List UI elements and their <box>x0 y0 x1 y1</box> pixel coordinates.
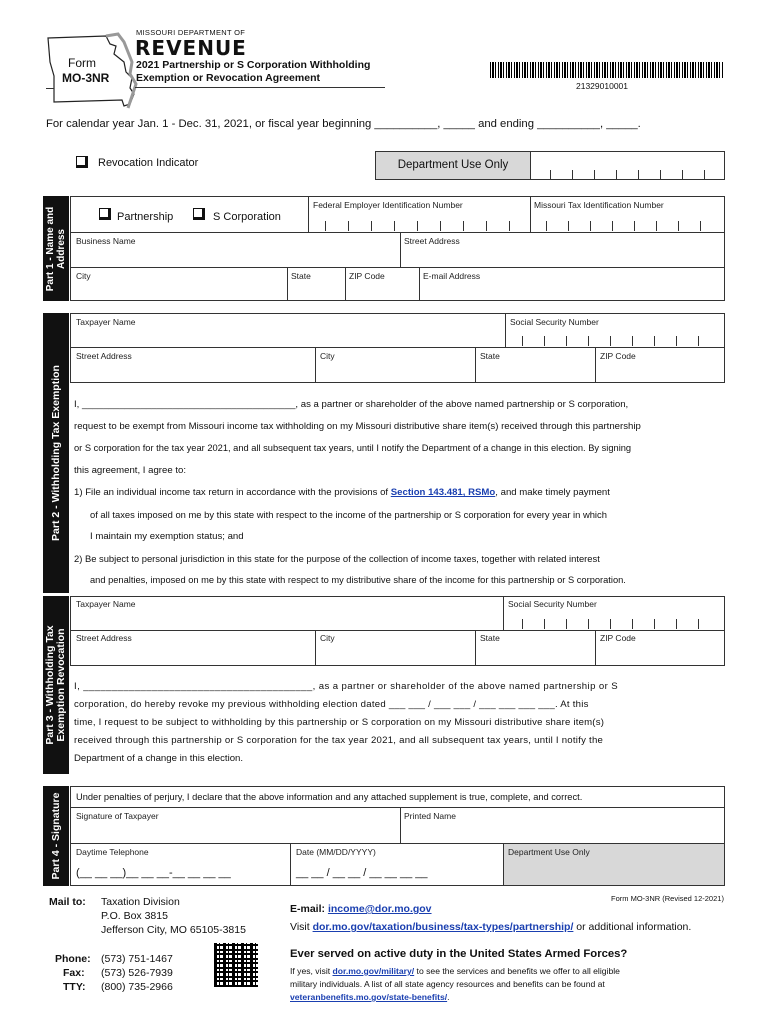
p2-ssn-label: Social Security Number <box>510 317 599 327</box>
p1-email-label: E-mail Address <box>423 271 481 281</box>
military-heading: Ever served on active duty in the United States Armed Forces? <box>290 948 628 960</box>
mail-address-1: Taxation Division <box>101 896 180 908</box>
p3-line1: I, ________________________________________, as a partner or shareholder of the above named partnership or S <box>74 681 619 692</box>
tty-label: TTY: <box>63 981 86 993</box>
p2-item2-line2: and penalties, imposed on me by this state with respect to my distributive share of the income for this partnership or S corporation. <box>90 575 626 585</box>
p2-ssn-ticks <box>522 336 699 346</box>
mail-address-2: P.O. Box 3815 <box>101 910 168 922</box>
partnership-checkbox[interactable] <box>99 208 111 220</box>
p3-line5: Department of a change in this election. <box>74 753 244 764</box>
signature-label: Signature of Taxpayer <box>76 811 159 821</box>
p3-ssn-label: Social Security Number <box>508 599 597 609</box>
form-number: MO-3NR <box>62 71 110 85</box>
fax-label: Fax: <box>63 967 85 979</box>
daytime-phone-label: Daytime Telephone <box>76 847 149 857</box>
p2-city-label: City <box>320 351 335 361</box>
dept-use-only-header <box>375 151 531 180</box>
p2-item1-line3: I maintain my exemption status; and <box>90 531 244 542</box>
visit-line: Visit dor.mo.gov/taxation/business/tax-types/partnership/ or additional information. <box>290 921 692 933</box>
revocation-indicator-label: Revocation Indicator <box>98 157 199 169</box>
phone-label: Phone: <box>55 953 91 965</box>
p3-ssn-ticks <box>522 619 699 629</box>
phone-value: (573) 751-1467 <box>101 953 173 965</box>
barcode <box>490 62 724 78</box>
p1-street-label: Street Address <box>404 236 460 246</box>
perjury-statement: Under penalties of perjury, I declare that the above information and any attached supplement is true, complete, and correct. <box>76 792 583 802</box>
mail-to-label: Mail to: <box>49 896 86 908</box>
p3-taxpayer-name-label: Taxpayer Name <box>76 599 136 609</box>
fein-ticks <box>325 221 510 231</box>
p3-state-label: State <box>480 633 500 643</box>
form-revision: Form MO-3NR (Revised 12-2021) <box>611 894 724 903</box>
barcode-number: 21329010001 <box>576 81 629 91</box>
p4-dept-use-only: Department Use Only <box>504 844 724 885</box>
part2-box <box>70 313 725 383</box>
part4-sidebar: Part 4 - Signature <box>43 786 69 886</box>
part2-sidebar: Part 2 - Withholding Tax Exemption <box>43 313 69 593</box>
part3-sidebar: Part 3 - Withholding Tax Exemption Revocation <box>43 596 69 774</box>
printed-name-label: Printed Name <box>404 811 456 821</box>
revocation-checkbox[interactable] <box>76 156 88 168</box>
p2-line1: I, ________________________________________, as a partner or shareholder of the above named partnership or S corporation, <box>74 399 629 410</box>
p1-city-label: City <box>76 271 91 281</box>
p2-line4: this agreement, I agree to: <box>74 465 186 476</box>
p2-line3: or S corporation for the tax year 2021, and all subsequent tax years, until I notify the Department of a change in this election. By signing <box>74 443 632 453</box>
calendar-year-line: For calendar year Jan. 1 - Dec. 31, 2021, or fiscal year beginning __________, _____ and ending __________, _____. <box>46 118 641 130</box>
military-line2: military individuals. A list of all state agency resources and benefits can be found at <box>290 979 605 989</box>
date-mask: __ __ / __ __ / __ __ __ __ <box>296 867 428 879</box>
p3-line2: corporation, do hereby revoke my previous withholding election dated ___ ___ / ___ ___ / ___ ___ ___ ___. At this <box>74 699 589 710</box>
agency-logo: REVENUE <box>135 36 247 60</box>
dept-use-only-ticks <box>550 170 705 180</box>
agency-small: MISSOURI DEPARTMENT OF <box>136 28 246 37</box>
veteran-benefits-link[interactable]: veteranbenefits.mo.gov/state-benefits/ <box>290 992 448 1002</box>
form-title-line1: 2021 Partnership or S Corporation Withholding <box>136 59 371 71</box>
part3-box <box>70 596 725 666</box>
p2-item1-line2: of all taxes imposed on me by this state with respect to the income of the partnership or S corporation for every year in which <box>90 509 607 520</box>
dept-use-only-label: Department Use Only <box>397 159 509 171</box>
p2-zip-label: ZIP Code <box>600 351 636 361</box>
s-corporation-label: S Corporation <box>213 211 281 223</box>
fax-value: (573) 526-7939 <box>101 967 173 979</box>
section-143-481-link[interactable]: Section 143.481, RSMo <box>390 487 496 498</box>
p3-city-label: City <box>320 633 335 643</box>
phone-mask: (__ __ __)__ __ __-__ __ __ __ <box>76 867 231 879</box>
p2-item2-line1: 2) Be subject to personal jurisdiction in this state for the purpose of the collection of income taxes, together with related interest <box>74 553 600 564</box>
title-rule <box>135 87 385 88</box>
email-link[interactable]: income@dor.mo.gov <box>327 903 432 915</box>
header-left-rule <box>46 88 54 89</box>
partnership-label: Partnership <box>117 211 174 223</box>
mail-address-3: Jefferson City, MO 65105-3815 <box>101 924 246 936</box>
p2-line2: request to be exempt from Missouri income tax withholding on my Missouri distributive share item(s) received through this partnership <box>74 421 641 432</box>
qr-code <box>214 943 258 987</box>
p2-item1-line1: 1) File an individual income tax return in accordance with the provisions of Section 143.481, RSMo, and make timely payment <box>74 487 610 498</box>
part1-sidebar: Part 1 - Name and Address <box>43 196 69 301</box>
email-line: E-mail: income@dor.mo.gov <box>290 903 432 915</box>
p3-zip-label: ZIP Code <box>600 633 636 643</box>
date-label: Date (MM/DD/YYYY) <box>296 847 376 857</box>
business-name-label: Business Name <box>76 236 136 246</box>
s-corporation-checkbox[interactable] <box>193 208 205 220</box>
military-link[interactable]: dor.mo.gov/military/ <box>332 966 415 976</box>
fein-label: Federal Employer Identification Number <box>313 200 463 210</box>
form-title-line2: Exemption or Revocation Agreement <box>136 72 320 84</box>
p1-state-label: State <box>291 271 311 281</box>
partnership-link[interactable]: dor.mo.gov/taxation/business/tax-types/partnership/ <box>312 921 574 933</box>
p2-state-label: State <box>480 351 500 361</box>
tty-value: (800) 735-2966 <box>101 981 173 993</box>
mo-tax-id-label: Missouri Tax Identification Number <box>534 200 664 210</box>
mo-tax-id-ticks <box>546 221 701 231</box>
p3-street-label: Street Address <box>76 633 132 643</box>
p1-zip-label: ZIP Code <box>349 271 385 281</box>
p3-line4: received through this partnership or S corporation for the tax year 2021, and all subsequent tax years, until I notify the <box>74 735 604 746</box>
military-line1: If yes, visit dor.mo.gov/military/ to see the services and benefits we offer to all eligible <box>290 966 620 976</box>
form-word: Form <box>68 56 96 70</box>
p2-taxpayer-name-label: Taxpayer Name <box>76 317 136 327</box>
p2-street-label: Street Address <box>76 351 132 361</box>
military-line3: veteranbenefits.mo.gov/state-benefits/. <box>290 992 450 1002</box>
p3-line3: time, I request to be subject to withholding by this partnership or S corporation on my Missouri distributive share item(s) <box>74 717 605 728</box>
